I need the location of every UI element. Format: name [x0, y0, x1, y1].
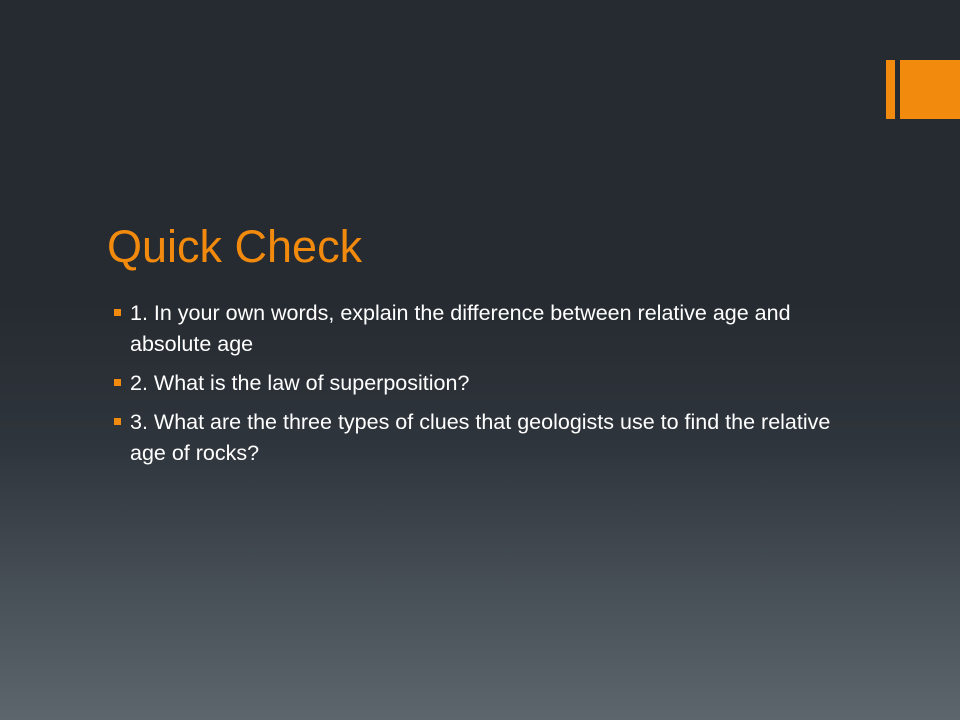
bullet-list [112, 298, 852, 477]
bullet-text-1: 1. In your own words, explain the difference between relative age and absolute age [130, 301, 791, 356]
bullet-item-3 [112, 407, 852, 469]
slide-title: Quick Check [107, 221, 363, 272]
bullet-square-icon [114, 309, 121, 316]
bullet-item-2 [112, 368, 852, 399]
accent-block [900, 60, 960, 119]
bullet-text-2: 2. What is the law of superposition? [130, 371, 470, 395]
bullet-square-icon [114, 379, 121, 386]
bullet-square-icon [114, 418, 121, 425]
bullet-text-3: 3. What are the three types of clues that geologists use to find the relative age of rocks? [130, 410, 831, 465]
bullet-item-1 [112, 298, 852, 360]
accent-bar-thin [886, 60, 895, 119]
